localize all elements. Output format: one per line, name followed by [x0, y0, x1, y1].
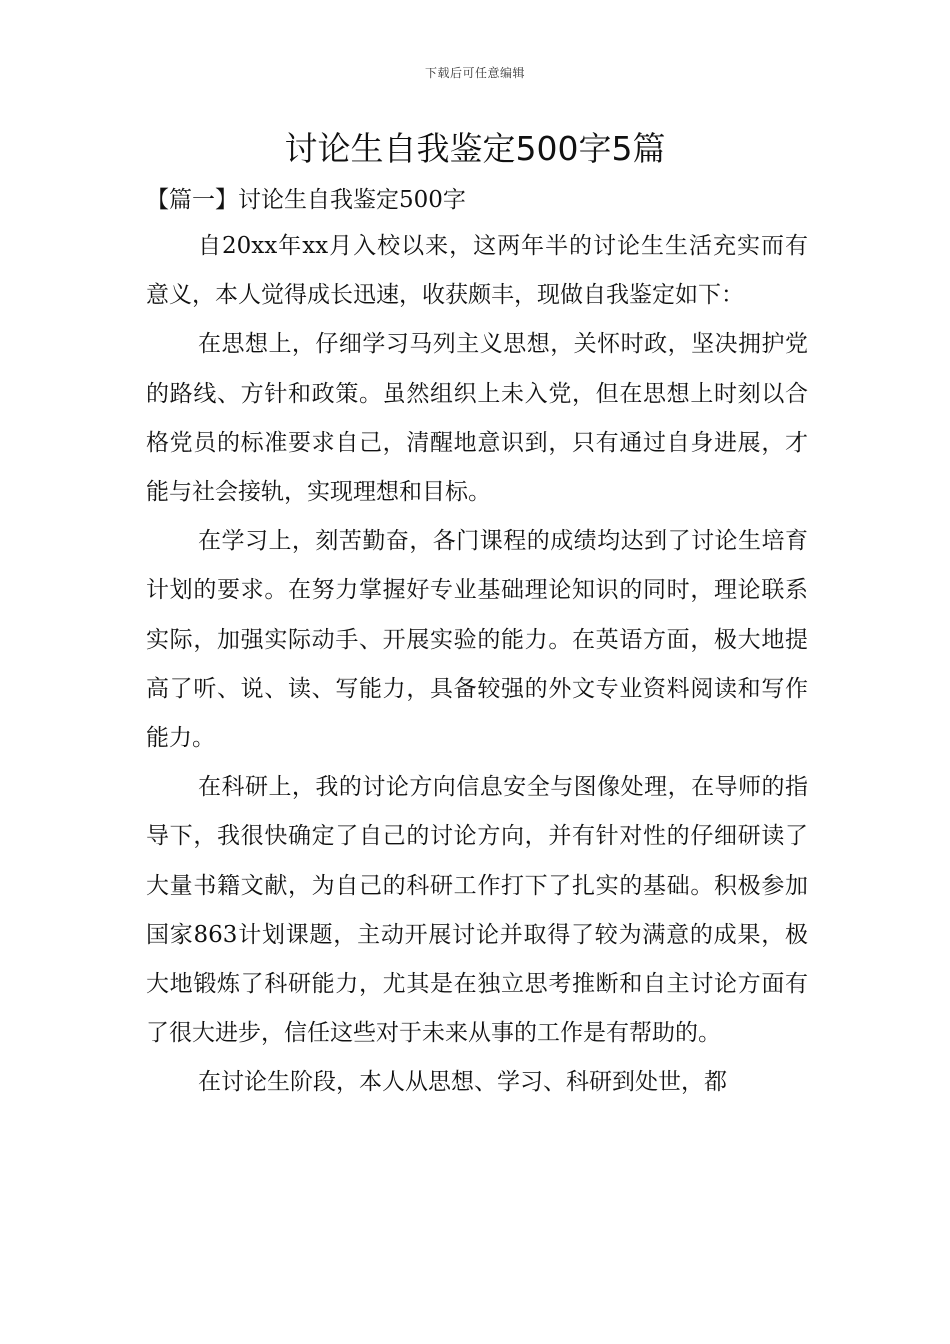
header-note: 下载后可任意编辑	[424, 66, 525, 80]
paragraph-intro: 自20xx年xx月入校以来，这两年半的讨论生生活充实而有意义，本人觉得成长迅速，收获颇丰，现做自我鉴定如下：	[146, 233, 808, 309]
paragraph-summary: 在讨论生阶段，本人从思想、学习、科研到处世，都	[198, 1069, 727, 1096]
paragraph-study: 在学习上，刻苦勤奋，各门课程的成绩均达到了讨论生培育计划的要求。在努力掌握好专业基础理论知识的同时，理论联系实际，加强实际动手、开展实验的能力。在英语方面，极大地提高了听、说、读、写能力，具备较强的外文专业资料阅读和写作能力。	[146, 528, 808, 752]
paragraph-research: 在科研上，我的讨论方向信息安全与图像处理，在导师的指导下，我很快确定了自己的讨论方向，并有针对性的仔细研读了大量书籍文献，为自己的科研工作打下了扎实的基础。积极参加国家863计划课题，主动开展讨论并取得了较为满意的成果，极大地锻炼了科研能力，尤其是在独立思考推断和自主讨论方面有了很大进步，信任这些对于未来从事的工作是有帮助的。	[146, 774, 808, 1047]
document-body	[146, 222, 808, 1108]
document-title: 讨论生自我鉴定500字5篇	[284, 129, 666, 168]
paragraph-thought: 在思想上，仔细学习马列主义思想，关怀时政，坚决拥护党的路线、方针和政策。虽然组织上未入党，但在思想上时刻以合格党员的标准要求自己，清醒地意识到，只有通过自身进展，才能与社会接轨，实现理想和目标。	[146, 331, 808, 506]
section-heading: 【篇一】讨论生自我鉴定500字	[146, 187, 466, 213]
